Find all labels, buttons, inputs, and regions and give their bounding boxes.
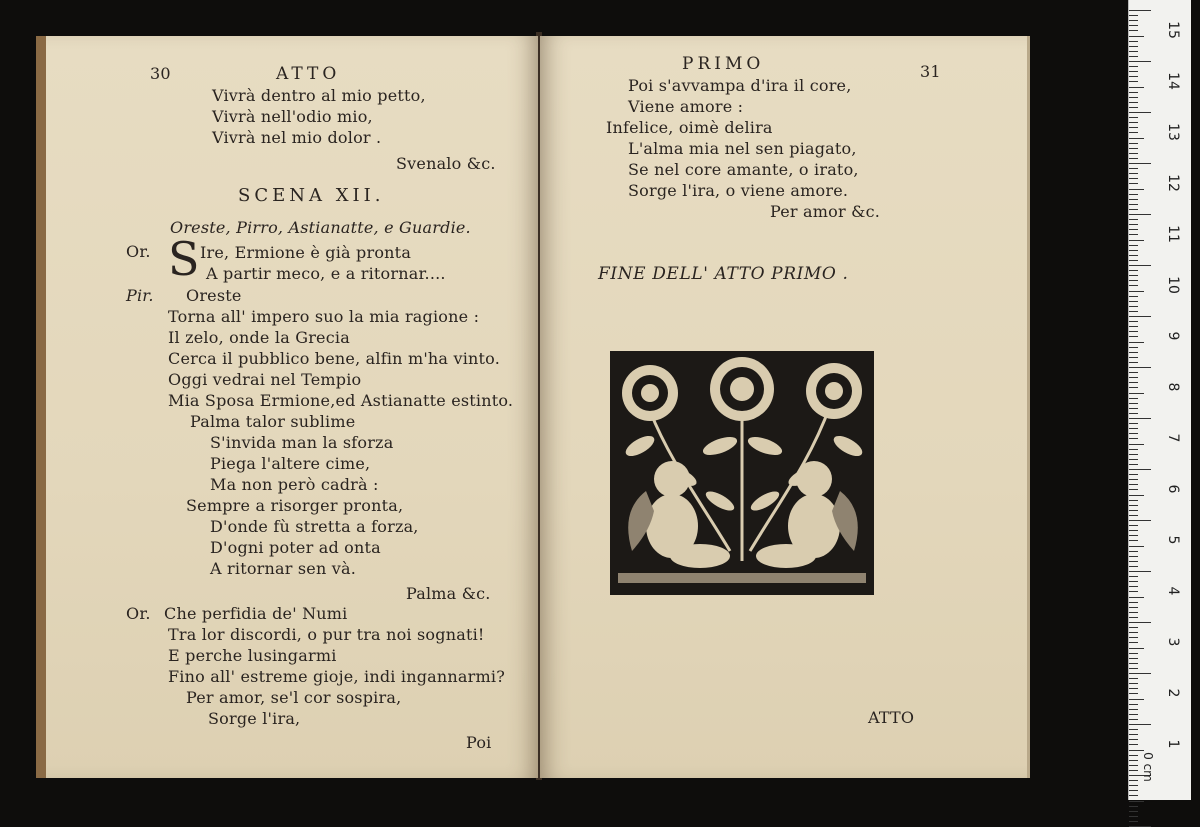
ruler-tick bbox=[1129, 719, 1138, 720]
ruler-tick bbox=[1129, 525, 1138, 526]
ruler-number: 5 bbox=[1165, 535, 1181, 545]
right-page bbox=[540, 36, 1030, 778]
speaker-label: Or. bbox=[126, 604, 151, 623]
verse-line: S'invida man la sforza bbox=[210, 433, 394, 452]
ruler-tick bbox=[1129, 612, 1138, 613]
ruler-tick bbox=[1129, 816, 1138, 817]
ruler-tick bbox=[1129, 801, 1144, 802]
ruler-tick bbox=[1129, 117, 1138, 118]
verse-line: Piega l'altere cime, bbox=[210, 454, 371, 473]
ruler-number: 15 bbox=[1165, 21, 1181, 39]
ruler-tick bbox=[1129, 795, 1138, 796]
ruler-tick bbox=[1129, 291, 1144, 292]
ruler-tick bbox=[1129, 551, 1138, 552]
ruler-tick bbox=[1129, 444, 1144, 445]
verse-line: Oggi vedrai nel Tempio bbox=[168, 370, 362, 389]
ruler-tick bbox=[1129, 306, 1138, 307]
ruler-tick bbox=[1129, 372, 1138, 373]
ruler-tick bbox=[1129, 495, 1144, 496]
ruler-tick bbox=[1129, 46, 1138, 47]
drop-cap: S bbox=[168, 232, 200, 286]
woodcut-illustration bbox=[610, 351, 874, 595]
verse-line: D'onde fù stretta a forza, bbox=[210, 517, 419, 536]
ruler-tick bbox=[1129, 790, 1138, 791]
ruler-tick bbox=[1129, 586, 1138, 587]
verse-line: D'ogni poter ad onta bbox=[210, 538, 381, 557]
ruler-tick bbox=[1129, 102, 1138, 103]
scene-heading: SCENA XII. bbox=[238, 185, 385, 206]
verse-line: Vivrà dentro al mio petto, bbox=[212, 86, 426, 105]
ruler-tick bbox=[1129, 627, 1138, 628]
ruler-tick bbox=[1129, 158, 1138, 159]
ruler-tick bbox=[1129, 189, 1144, 190]
ruler-tick bbox=[1129, 688, 1138, 689]
ruler-tick bbox=[1129, 275, 1138, 276]
ruler-tick bbox=[1129, 755, 1138, 756]
verse-line: Viene amore : bbox=[628, 97, 744, 116]
verse-line: Ire, Ermione è già pronta bbox=[200, 243, 412, 262]
ruler-tick bbox=[1129, 316, 1151, 317]
verse-line: Per amor, se'l cor sospira, bbox=[186, 688, 402, 707]
ruler-tick bbox=[1129, 561, 1138, 562]
measuring-ruler bbox=[1128, 0, 1191, 800]
ruler-tick bbox=[1129, 540, 1138, 541]
ruler-tick bbox=[1129, 566, 1138, 567]
ruler-tick bbox=[1129, 285, 1138, 286]
ruler-tick bbox=[1129, 143, 1138, 144]
ruler-tick bbox=[1129, 138, 1144, 139]
ruler-tick bbox=[1129, 658, 1138, 659]
page-number-right: 31 bbox=[920, 62, 941, 81]
ruler-tick bbox=[1129, 520, 1151, 521]
ruler-tick bbox=[1129, 413, 1138, 414]
ruler-tick bbox=[1129, 469, 1151, 470]
ruler-tick bbox=[1129, 122, 1138, 123]
ruler-tick bbox=[1129, 484, 1138, 485]
verse-line: Infelice, oimè delira bbox=[606, 118, 773, 137]
ruler-tick bbox=[1129, 342, 1144, 343]
verse-line: E perche lusingarmi bbox=[168, 646, 337, 665]
ruler-number: 14 bbox=[1165, 72, 1181, 90]
ruler-tick bbox=[1129, 724, 1151, 725]
ruler-tick bbox=[1129, 393, 1144, 394]
ruler-tick bbox=[1129, 637, 1138, 638]
ruler-tick bbox=[1129, 41, 1138, 42]
ruler-number: 2 bbox=[1165, 688, 1181, 698]
ruler-tick bbox=[1129, 163, 1151, 164]
ruler-tick bbox=[1129, 240, 1144, 241]
ruler-tick bbox=[1129, 311, 1138, 312]
ruler-tick bbox=[1129, 535, 1138, 536]
ruler-number: 8 bbox=[1165, 382, 1181, 392]
verse-line: L'alma mia nel sen piagato, bbox=[628, 139, 857, 158]
ruler-tick bbox=[1129, 632, 1138, 633]
ruler-number: 4 bbox=[1165, 586, 1181, 596]
ruler-tick bbox=[1129, 576, 1138, 577]
verse-line: Ma non però cadrà : bbox=[210, 475, 379, 494]
ruler-tick bbox=[1129, 255, 1138, 256]
verse-line: Che perfidia de' Numi bbox=[164, 604, 348, 623]
verse-line: Sempre a risorger pronta, bbox=[186, 496, 404, 515]
ruler-tick bbox=[1129, 387, 1138, 388]
ruler-tick bbox=[1129, 112, 1151, 113]
verse-line: Torna all' impero suo la mia ragione : bbox=[168, 307, 480, 326]
ruler-tick bbox=[1129, 347, 1138, 348]
ruler-tick bbox=[1129, 744, 1138, 745]
verse-line: Sorge l'ira, bbox=[208, 709, 301, 728]
ruler-tick bbox=[1129, 464, 1138, 465]
ruler-tick bbox=[1129, 678, 1138, 679]
ruler-tick bbox=[1129, 224, 1138, 225]
verse-line: Vivrà nell'odio mio, bbox=[212, 107, 373, 126]
ruler-tick bbox=[1129, 729, 1138, 730]
ruler-tick bbox=[1129, 622, 1151, 623]
ruler-tick bbox=[1129, 97, 1138, 98]
ruler-number: 10 bbox=[1165, 276, 1181, 294]
ruler-tick bbox=[1129, 382, 1138, 383]
ruler-tick bbox=[1129, 699, 1144, 700]
verse-line: Oreste bbox=[186, 286, 242, 305]
ruler-tick bbox=[1129, 648, 1144, 649]
ruler-tick bbox=[1129, 668, 1138, 669]
verse-line: Tra lor discordi, o pur tra noi sognati! bbox=[168, 625, 485, 644]
ruler-tick bbox=[1129, 127, 1138, 128]
ruler-number: 12 bbox=[1165, 174, 1181, 192]
ruler-tick bbox=[1129, 30, 1138, 31]
ruler-tick bbox=[1129, 270, 1138, 271]
ruler-tick bbox=[1129, 515, 1138, 516]
ruler-tick bbox=[1129, 76, 1138, 77]
ruler-tick bbox=[1129, 556, 1138, 557]
open-book bbox=[22, 28, 1034, 780]
ruler-tick bbox=[1129, 301, 1138, 302]
ruler-tick bbox=[1129, 428, 1138, 429]
ruler-tick bbox=[1129, 377, 1138, 378]
ruler-tick bbox=[1129, 438, 1138, 439]
speaker-label: Pir. bbox=[126, 286, 154, 305]
ruler-tick bbox=[1129, 474, 1138, 475]
ruler-tick bbox=[1129, 204, 1138, 205]
ruler-tick bbox=[1129, 92, 1138, 93]
verse-line: Il zelo, onde la Grecia bbox=[168, 328, 350, 347]
ruler-tick bbox=[1129, 250, 1138, 251]
ruler-tick bbox=[1129, 398, 1138, 399]
verse-refrain: Svenalo &c. bbox=[396, 154, 496, 173]
ruler-tick bbox=[1129, 326, 1138, 327]
ruler-tick bbox=[1129, 234, 1138, 235]
ruler-tick bbox=[1129, 178, 1138, 179]
ruler-tick bbox=[1129, 183, 1138, 184]
ruler-tick bbox=[1129, 693, 1138, 694]
verse-refrain: Palma &c. bbox=[406, 584, 491, 603]
ruler-tick bbox=[1129, 408, 1138, 409]
ruler-tick bbox=[1129, 214, 1151, 215]
ruler-tick bbox=[1129, 20, 1138, 21]
verse-line: Fino all' estreme gioje, indi ingannarmi? bbox=[168, 667, 505, 686]
woodcut-cherubs-flowers-icon bbox=[610, 351, 874, 595]
ruler-tick bbox=[1129, 265, 1151, 266]
cast-line: Oreste, Pirro, Astianatte, e Guardie. bbox=[170, 218, 471, 237]
ruler-tick bbox=[1129, 704, 1138, 705]
ruler-tick bbox=[1129, 321, 1138, 322]
ruler-tick bbox=[1129, 148, 1138, 149]
ruler-tick bbox=[1129, 357, 1138, 358]
ruler-tick bbox=[1129, 199, 1138, 200]
verse-line: Cerca il pubblico bene, alfin m'ha vinto. bbox=[168, 349, 500, 368]
ruler-tick bbox=[1129, 107, 1138, 108]
ruler-tick bbox=[1129, 642, 1138, 643]
ruler-tick bbox=[1129, 505, 1138, 506]
ruler-number: 3 bbox=[1165, 637, 1181, 647]
ruler-tick bbox=[1129, 780, 1138, 781]
ruler-tick bbox=[1129, 454, 1138, 455]
ruler-tick bbox=[1129, 750, 1144, 751]
ruler-tick bbox=[1129, 51, 1138, 52]
ruler-tick bbox=[1129, 423, 1138, 424]
verse-line: Palma talor sublime bbox=[190, 412, 356, 431]
ruler-tick bbox=[1129, 153, 1138, 154]
ruler-tick bbox=[1129, 15, 1138, 16]
ruler-number: 1 bbox=[1165, 739, 1181, 749]
ruler-number: 6 bbox=[1165, 484, 1181, 494]
ruler-tick bbox=[1129, 61, 1151, 62]
catchword: Poi bbox=[466, 733, 492, 752]
verse-line: Vivrà nel mio dolor . bbox=[212, 128, 382, 147]
ruler-number: 9 bbox=[1165, 331, 1181, 341]
verse-line: Sorge l'ira, o viene amore. bbox=[628, 181, 849, 200]
ruler-tick bbox=[1129, 56, 1138, 57]
ruler-tick bbox=[1129, 571, 1151, 572]
ruler-tick bbox=[1129, 173, 1138, 174]
ruler-tick bbox=[1129, 229, 1138, 230]
ruler-tick bbox=[1129, 362, 1138, 363]
end-of-act-heading: FINE DELL' ATTO PRIMO . bbox=[598, 264, 849, 284]
ruler-tick bbox=[1129, 194, 1138, 195]
ruler-tick bbox=[1129, 653, 1138, 654]
ruler-tick bbox=[1129, 36, 1144, 37]
ruler-tick bbox=[1129, 433, 1138, 434]
ruler-number: 7 bbox=[1165, 433, 1181, 443]
ruler-tick bbox=[1129, 219, 1138, 220]
verse-line: Se nel core amante, o irato, bbox=[628, 160, 859, 179]
ruler-tick bbox=[1129, 510, 1138, 511]
ruler-tick bbox=[1129, 81, 1138, 82]
ruler-tick bbox=[1129, 760, 1138, 761]
ruler-tick bbox=[1129, 10, 1151, 11]
verse-refrain: Per amor &c. bbox=[770, 202, 881, 221]
ruler-tick bbox=[1129, 331, 1138, 332]
ruler-tick bbox=[1129, 71, 1138, 72]
ruler-tick bbox=[1129, 709, 1138, 710]
ruler-tick bbox=[1129, 602, 1138, 603]
ruler-tick bbox=[1129, 367, 1151, 368]
ruler-tick bbox=[1129, 683, 1138, 684]
ruler-tick bbox=[1129, 770, 1138, 771]
ruler-tick bbox=[1129, 352, 1138, 353]
ruler-tick bbox=[1129, 418, 1151, 419]
ruler-tick bbox=[1129, 209, 1138, 210]
ruler-tick bbox=[1129, 607, 1138, 608]
page-number-left: 30 bbox=[150, 64, 171, 83]
ruler-tick bbox=[1129, 663, 1138, 664]
ruler-tick bbox=[1129, 87, 1144, 88]
ruler-tick bbox=[1129, 449, 1138, 450]
catchword: ATTO bbox=[868, 708, 915, 727]
verse-line: Mia Sposa Ermione,ed Astianatte estinto. bbox=[168, 391, 514, 410]
ruler-tick bbox=[1129, 785, 1138, 786]
ruler-tick bbox=[1129, 459, 1138, 460]
ruler-tick bbox=[1129, 806, 1138, 807]
ruler-unit-label: 0 cm bbox=[1140, 752, 1155, 782]
verse-line: Poi s'avvampa d'ira il core, bbox=[628, 76, 852, 95]
ruler-tick bbox=[1129, 546, 1144, 547]
ruler-tick bbox=[1129, 581, 1138, 582]
ruler-tick bbox=[1129, 132, 1138, 133]
ruler-tick bbox=[1129, 245, 1138, 246]
ruler-tick bbox=[1129, 296, 1138, 297]
ruler-tick bbox=[1129, 403, 1138, 404]
ruler-tick bbox=[1129, 617, 1138, 618]
ruler-tick bbox=[1129, 530, 1138, 531]
ruler-number: 13 bbox=[1165, 123, 1181, 141]
ruler-tick bbox=[1129, 479, 1138, 480]
ruler-tick bbox=[1129, 260, 1138, 261]
ruler-tick bbox=[1129, 280, 1138, 281]
running-head-right: PRIMO bbox=[682, 54, 765, 74]
ruler-tick bbox=[1129, 66, 1138, 67]
ruler-tick bbox=[1129, 811, 1138, 812]
ruler-tick bbox=[1129, 714, 1138, 715]
ruler-tick bbox=[1129, 500, 1138, 501]
ruler-tick bbox=[1129, 739, 1138, 740]
verse-line: A partir meco, e a ritornar.... bbox=[206, 264, 446, 283]
ruler-tick bbox=[1129, 765, 1138, 766]
left-page bbox=[36, 36, 538, 778]
ruler-tick bbox=[1129, 597, 1144, 598]
running-head-left: ATTO bbox=[276, 64, 341, 84]
ruler-tick bbox=[1129, 489, 1138, 490]
ruler-number: 11 bbox=[1165, 225, 1181, 243]
ruler-tick bbox=[1129, 168, 1138, 169]
ruler-tick bbox=[1129, 25, 1138, 26]
speaker-label: Or. bbox=[126, 242, 151, 261]
ruler-tick bbox=[1129, 591, 1138, 592]
verse-line: A ritornar sen và. bbox=[210, 559, 357, 578]
ruler-tick bbox=[1129, 734, 1138, 735]
ruler-tick bbox=[1129, 336, 1138, 337]
ruler-tick bbox=[1129, 821, 1138, 822]
ruler-tick bbox=[1129, 673, 1151, 674]
